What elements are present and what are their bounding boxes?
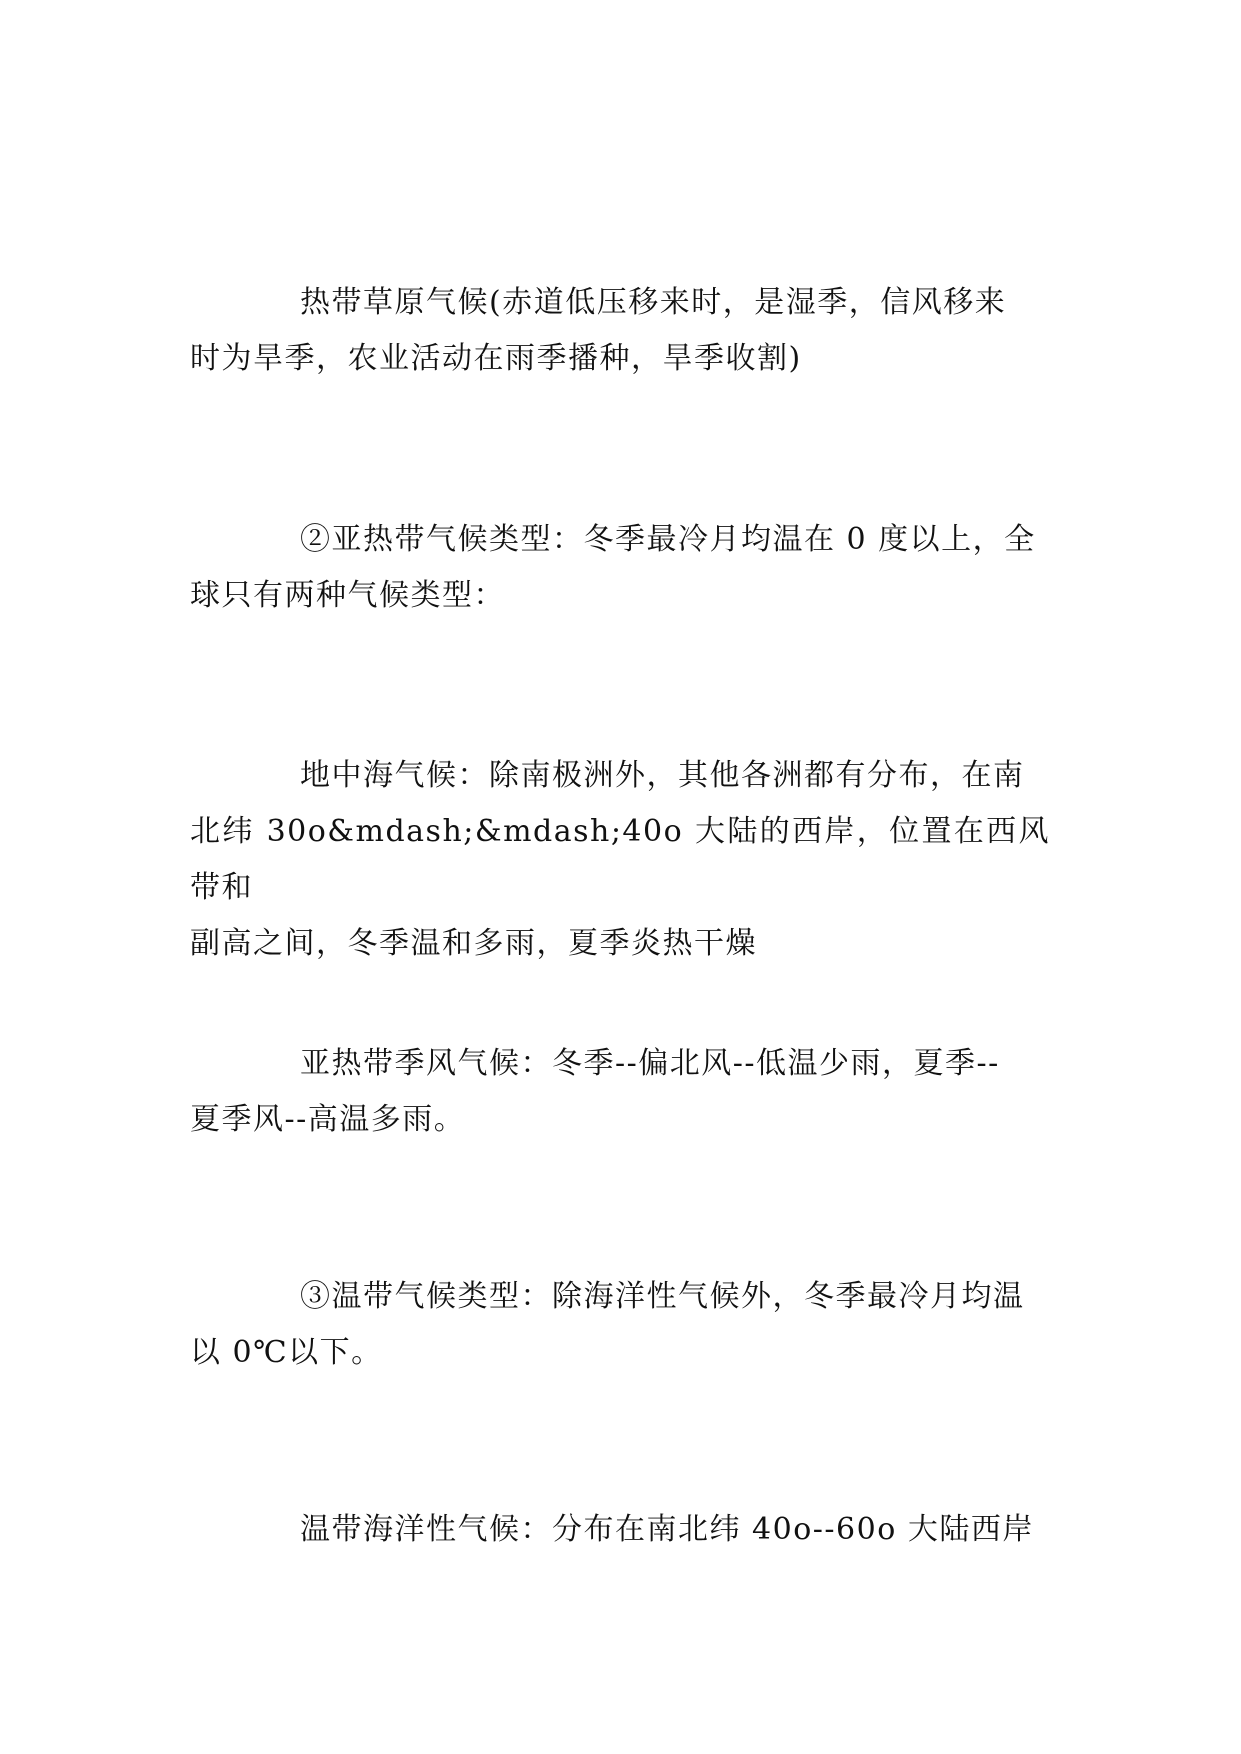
paragraph-line: 夏季风--高温多雨。 bbox=[190, 1102, 466, 1137]
paragraph-line: 地中海气候：除南极洲外，其他各洲都有分布，在南 bbox=[300, 758, 1025, 793]
paragraph-line: 以 0℃以下。 bbox=[190, 1335, 383, 1370]
paragraph-subtropical-monsoon bbox=[190, 1036, 1050, 1148]
paragraph-line: 温带海洋性气候：分布在南北纬 40o--60o 大陆西岸 bbox=[300, 1512, 1034, 1547]
paragraph-temperate-maritime bbox=[190, 1502, 1050, 1558]
paragraph-line: 球只有两种气候类型： bbox=[190, 578, 505, 613]
paragraph-subtropical-types bbox=[190, 512, 1050, 624]
paragraph-mediterranean bbox=[190, 748, 1050, 972]
paragraph-line: 北纬 30o&mdash;&mdash;40o 大陆的西岸，位置在西风带和 bbox=[190, 814, 1050, 905]
paragraph-tropical-savanna bbox=[190, 275, 1050, 387]
paragraph-line: 热带草原气候(赤道低压移来时，是湿季，信风移来 bbox=[300, 285, 1007, 320]
paragraph-line: 亚热带季风气候：冬季--偏北风--低温少雨，夏季-- bbox=[300, 1046, 1000, 1081]
paragraph-line: 副高之间，冬季温和多雨，夏季炎热干燥 bbox=[190, 926, 757, 961]
paragraph-line: 时为旱季，农业活动在雨季播种，旱季收割) bbox=[190, 341, 802, 376]
paragraph-line: ③温带气候类型：除海洋性气候外，冬季最冷月均温 bbox=[300, 1279, 1025, 1314]
paragraph-line: ②亚热带气候类型：冬季最冷月均温在 0 度以上，全 bbox=[300, 522, 1036, 557]
paragraph-temperate-types bbox=[190, 1269, 1050, 1381]
